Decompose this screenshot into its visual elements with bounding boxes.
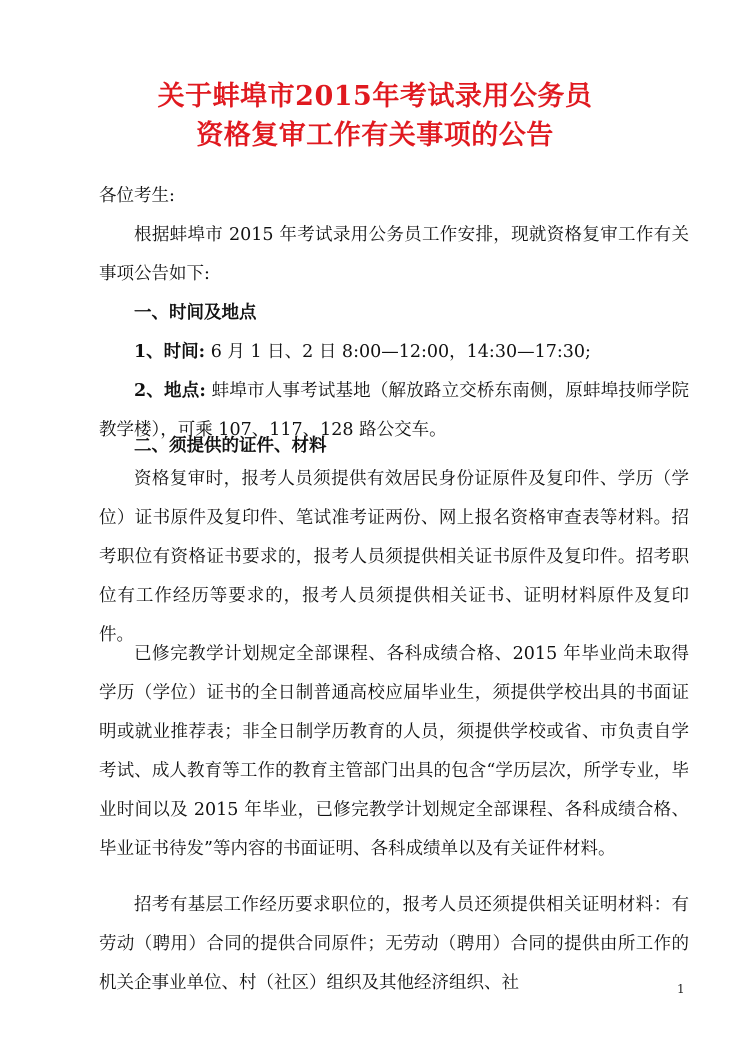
- document-title-line-1: 关于蚌埠市2015年考试录用公务员: [157, 81, 593, 112]
- greeting: 各位考生:: [99, 186, 175, 206]
- time-label: 1、时间:: [134, 342, 206, 362]
- section-1-heading: 一、时间及地点: [134, 303, 257, 323]
- materials-paragraph-3: 招考有基层工作经历要求职位的，报考人员还须提供相关证明材料：有劳动（聘用）合同的提供合同原件；无劳动（聘用）合同的提供由所工作的机关企事业单位、村（社区）组织及其他经济组织、社: [99, 895, 689, 993]
- section-2-heading: 二、须提供的证件、材料: [134, 436, 327, 456]
- materials-paragraph-1: 资格复审时，报考人员须提供有效居民身份证原件及复印件、学历（学位）证书原件及复印件、笔试准考证两份、网上报名资格审查表等材料。招考职位有资格证书要求的，报考人员须提供相关证书原件及复印件。招考职位有工作经历等要求的，报考人员须提供相关证书、证明材料原件及复印件。: [99, 469, 689, 645]
- page-number: 1: [677, 982, 685, 996]
- time-value: 6 月 1 日、2 日 8:00—12:00，14:30—17:30;: [210, 342, 591, 362]
- time-line: [134, 333, 724, 372]
- place-value: 蚌埠市人事考试基地（解放路立交桥东南侧，原蚌埠技师学院教学楼），可乘 107、117、128 路公交车。: [99, 381, 689, 440]
- materials-paragraph-2: 已修完教学计划规定全部课程、各科成绩合格、2015 年毕业尚未取得学历（学位）证书的全日制普通高校应届毕业生，须提供学校出具的书面证明或就业推荐表；非全日制学历教育的人员，须提供学校或省、市负责自学考试、成人教育等工作的教育主管部门出具的包含“学历层次，所学专业，毕业时间以及 2015 年毕业，已修完教学计划规定全部课程、各科成绩合格、毕业证书待发”等内容的书面证明、各科成绩单以及有关证件材料。: [99, 644, 689, 859]
- place-label: 2、地点:: [134, 381, 206, 401]
- document-title-line-2: 资格复审工作有关事项的公告: [196, 120, 554, 151]
- intro-paragraph: 根据蚌埠市 2015 年考试录用公务员工作安排，现就资格复审工作有关事项公告如下:: [99, 225, 689, 284]
